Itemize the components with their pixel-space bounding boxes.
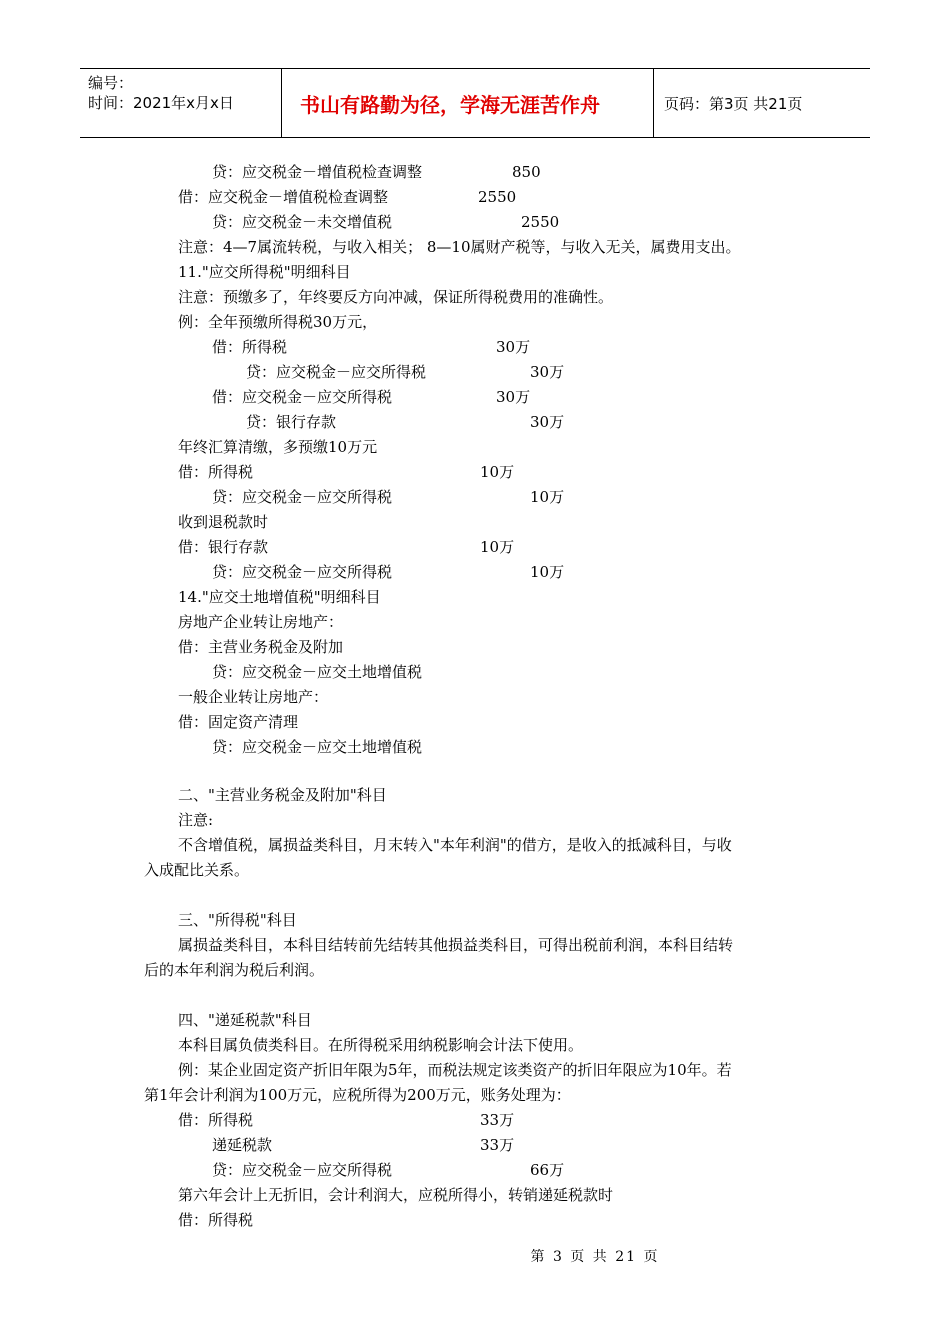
text-line: 递延税款	[212, 1136, 273, 1154]
text-line: 例：某企业固定资产折旧年限为5年，而税法规定该类资产的折旧年限应为10年。若	[178, 1061, 732, 1079]
text-line: 14."应交土地增值税"明细科目	[178, 588, 381, 606]
text-line: 第六年会计上无折旧，会计利润大，应税所得小，转销递延税款时	[178, 1186, 614, 1204]
text-line: 年终汇算清缴，多预缴10万元	[178, 438, 378, 456]
text-line: 不含增值税，属损益类科目，月末转入"本年利润"的借方，是收入的抵减科目，与收	[178, 836, 732, 854]
number-label: 编号：	[88, 74, 134, 92]
amount-value: 10万	[480, 463, 515, 481]
text-line: 借：固定资产清理	[178, 713, 299, 731]
amount-value: 30万	[496, 338, 531, 356]
text-line: 三、"所得税"科目	[178, 911, 297, 929]
amount-value: 30万	[496, 388, 531, 406]
amount-value: 2550	[521, 213, 560, 231]
text-line: 收到退税款时	[178, 513, 269, 531]
text-line: 房地产企业转让房地产：	[178, 613, 344, 631]
text-line: 贷：应交税金－增值税检查调整	[212, 163, 423, 181]
date-label: 时间：2021年x月x日	[88, 94, 234, 112]
text-line: 贷：应交税金－未交增值税	[212, 213, 393, 231]
amount-value: 10万	[530, 563, 565, 581]
text-line: 后的本年利润为税后利润。	[144, 961, 325, 979]
text-line: 借：所得税	[178, 1211, 254, 1229]
amount-value: 10万	[480, 538, 515, 556]
text-line: 四、"递延税款"科目	[178, 1011, 312, 1029]
page-info: 页码：第3页 共21页	[664, 94, 803, 113]
amount-value: 850	[512, 163, 541, 181]
text-line: 入成配比关系。	[144, 861, 250, 879]
text-line: 属损益类科目，本科目结转前先结转其他损益类科目，可得出税前利润，本科目结转	[178, 936, 734, 954]
text-line: 贷：应交税金－应交土地增值税	[212, 663, 423, 681]
text-line: 贷：应交税金－应交土地增值税	[212, 738, 423, 756]
motto: 书山有路勤为径，学海无涯苦作舟	[282, 69, 654, 137]
text-line: 第1年会计利润为100万元，应税所得为200万元，账务处理为：	[144, 1086, 571, 1104]
amount-value: 66万	[530, 1161, 565, 1179]
amount-value: 2550	[478, 188, 517, 206]
text-line: 例：全年预缴所得税30万元，	[178, 313, 378, 331]
amount-value: 30万	[530, 363, 565, 381]
amount-value: 33万	[480, 1111, 515, 1129]
amount-value: 30万	[530, 413, 565, 431]
amount-value: 33万	[480, 1136, 515, 1154]
text-line: 注意：4—7属流转税，与收入相关； 8—10属财产税等，与收入无关，属费用支出。	[178, 238, 741, 256]
amount-value: 10万	[530, 488, 565, 506]
text-line: 注意:	[178, 811, 214, 829]
text-line: 借：主营业务税金及附加	[178, 638, 344, 656]
text-line: 借：银行存款	[178, 538, 269, 556]
text-line: 贷：应交税金－应交所得税	[246, 363, 427, 381]
text-line: 贷：应交税金－应交所得税	[212, 488, 393, 506]
text-line: 二、"主营业务税金及附加"科目	[178, 786, 387, 804]
text-line: 贷：应交税金－应交所得税	[212, 563, 393, 581]
text-line: 借：所得税	[178, 463, 254, 481]
page-footer: 第 3 页 共 21 页	[530, 1249, 660, 1265]
text-line: 贷：应交税金－应交所得税	[212, 1161, 393, 1179]
text-line: 本科目属负债类科目。在所得税采用纳税影响会计法下使用。	[178, 1036, 584, 1054]
text-line: 借：所得税	[212, 338, 288, 356]
text-line: 一般企业转让房地产：	[178, 688, 329, 706]
text-line: 借：应交税金－应交所得税	[212, 388, 393, 406]
text-line: 借：所得税	[178, 1111, 254, 1129]
text-line: 贷：银行存款	[246, 413, 337, 431]
text-line: 11."应交所得税"明细科目	[178, 263, 351, 281]
text-line: 借：应交税金－增值税检查调整	[178, 188, 389, 206]
text-line: 注意：预缴多了，年终要反方向冲减，保证所得税费用的准确性。	[178, 288, 614, 306]
